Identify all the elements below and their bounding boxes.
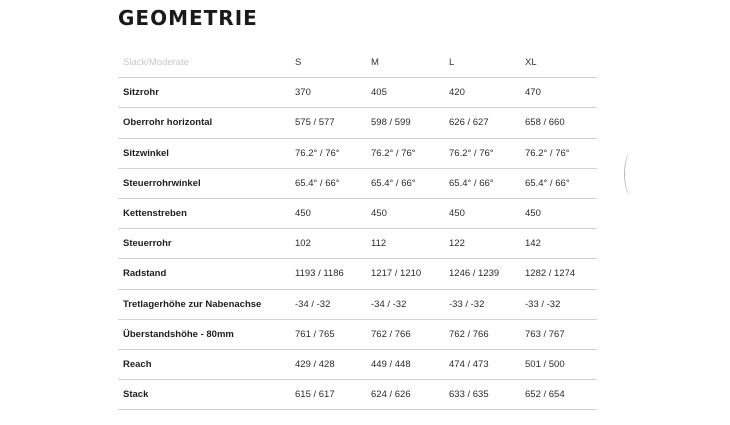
size-header-m: M <box>366 48 444 78</box>
row-label: Steuerrohr <box>118 229 290 259</box>
size-header-l: L <box>444 48 520 78</box>
cell-value: 450 <box>366 198 444 228</box>
scroll-arc-decoration <box>624 152 639 196</box>
cell-value: 76.2° / 76° <box>290 138 366 168</box>
cell-value: 762 / 766 <box>366 319 444 349</box>
table-row <box>118 349 597 379</box>
cell-value: 652 / 654 <box>520 380 597 410</box>
row-label: Reach <box>118 349 290 379</box>
table-row <box>118 138 597 168</box>
cell-value: 598 / 599 <box>366 108 444 138</box>
size-header-xl: XL <box>520 48 597 78</box>
cell-value: 763 / 767 <box>520 319 597 349</box>
table-row <box>118 108 597 138</box>
row-label: Tretlagerhöhe zur Nabenachse <box>118 289 290 319</box>
row-label: Sitzwinkel <box>118 138 290 168</box>
geometry-table <box>118 48 597 410</box>
cell-value: 65.4° / 66° <box>290 168 366 198</box>
cell-value: 450 <box>290 198 366 228</box>
cell-value: 615 / 617 <box>290 380 366 410</box>
cell-value: 450 <box>520 198 597 228</box>
cell-value: 142 <box>520 229 597 259</box>
cell-value: 450 <box>444 198 520 228</box>
cell-value: 65.4° / 66° <box>444 168 520 198</box>
cell-value: -33 / -32 <box>520 289 597 319</box>
cell-value: 1193 / 1186 <box>290 259 366 289</box>
table-row <box>118 229 597 259</box>
cell-value: 112 <box>366 229 444 259</box>
cell-value: 501 / 500 <box>520 349 597 379</box>
cell-value: 762 / 766 <box>444 319 520 349</box>
cell-value: 76.2° / 76° <box>520 138 597 168</box>
cell-value: 405 <box>366 78 444 108</box>
row-label: Stack <box>118 380 290 410</box>
cell-value: 474 / 473 <box>444 349 520 379</box>
table-row <box>118 259 597 289</box>
cell-value: 624 / 626 <box>366 380 444 410</box>
row-label: Sitzrohr <box>118 78 290 108</box>
cell-value: 65.4° / 66° <box>520 168 597 198</box>
header-row <box>118 48 597 78</box>
cell-value: 370 <box>290 78 366 108</box>
cell-value: 470 <box>520 78 597 108</box>
table-row <box>118 289 597 319</box>
table-row <box>118 319 597 349</box>
cell-value: -33 / -32 <box>444 289 520 319</box>
cell-value: -34 / -32 <box>290 289 366 319</box>
cell-value: 761 / 765 <box>290 319 366 349</box>
page-title: GEOMETRIE <box>118 6 258 30</box>
row-label: Oberrohr horizontal <box>118 108 290 138</box>
row-label: Kettenstreben <box>118 198 290 228</box>
cell-value: 65.4° / 66° <box>366 168 444 198</box>
cell-value: -34 / -32 <box>366 289 444 319</box>
row-label: Radstand <box>118 259 290 289</box>
cell-value: 122 <box>444 229 520 259</box>
cell-value: 1246 / 1239 <box>444 259 520 289</box>
cell-value: 102 <box>290 229 366 259</box>
row-label: Überstandshöhe - 80mm <box>118 319 290 349</box>
cell-value: 449 / 448 <box>366 349 444 379</box>
cell-value: 1282 / 1274 <box>520 259 597 289</box>
cell-value: 76.2° / 76° <box>366 138 444 168</box>
table-row <box>118 198 597 228</box>
table-row <box>118 78 597 108</box>
table-row <box>118 380 597 410</box>
cell-value: 420 <box>444 78 520 108</box>
cell-value: 658 / 660 <box>520 108 597 138</box>
table-row <box>118 168 597 198</box>
cell-value: 626 / 627 <box>444 108 520 138</box>
cell-value: 1217 / 1210 <box>366 259 444 289</box>
corner-label: Slack/Moderate <box>118 48 290 78</box>
row-label: Steuerrohrwinkel <box>118 168 290 198</box>
cell-value: 575 / 577 <box>290 108 366 138</box>
cell-value: 429 / 428 <box>290 349 366 379</box>
cell-value: 633 / 635 <box>444 380 520 410</box>
cell-value: 76.2° / 76° <box>444 138 520 168</box>
size-header-s: S <box>290 48 366 78</box>
